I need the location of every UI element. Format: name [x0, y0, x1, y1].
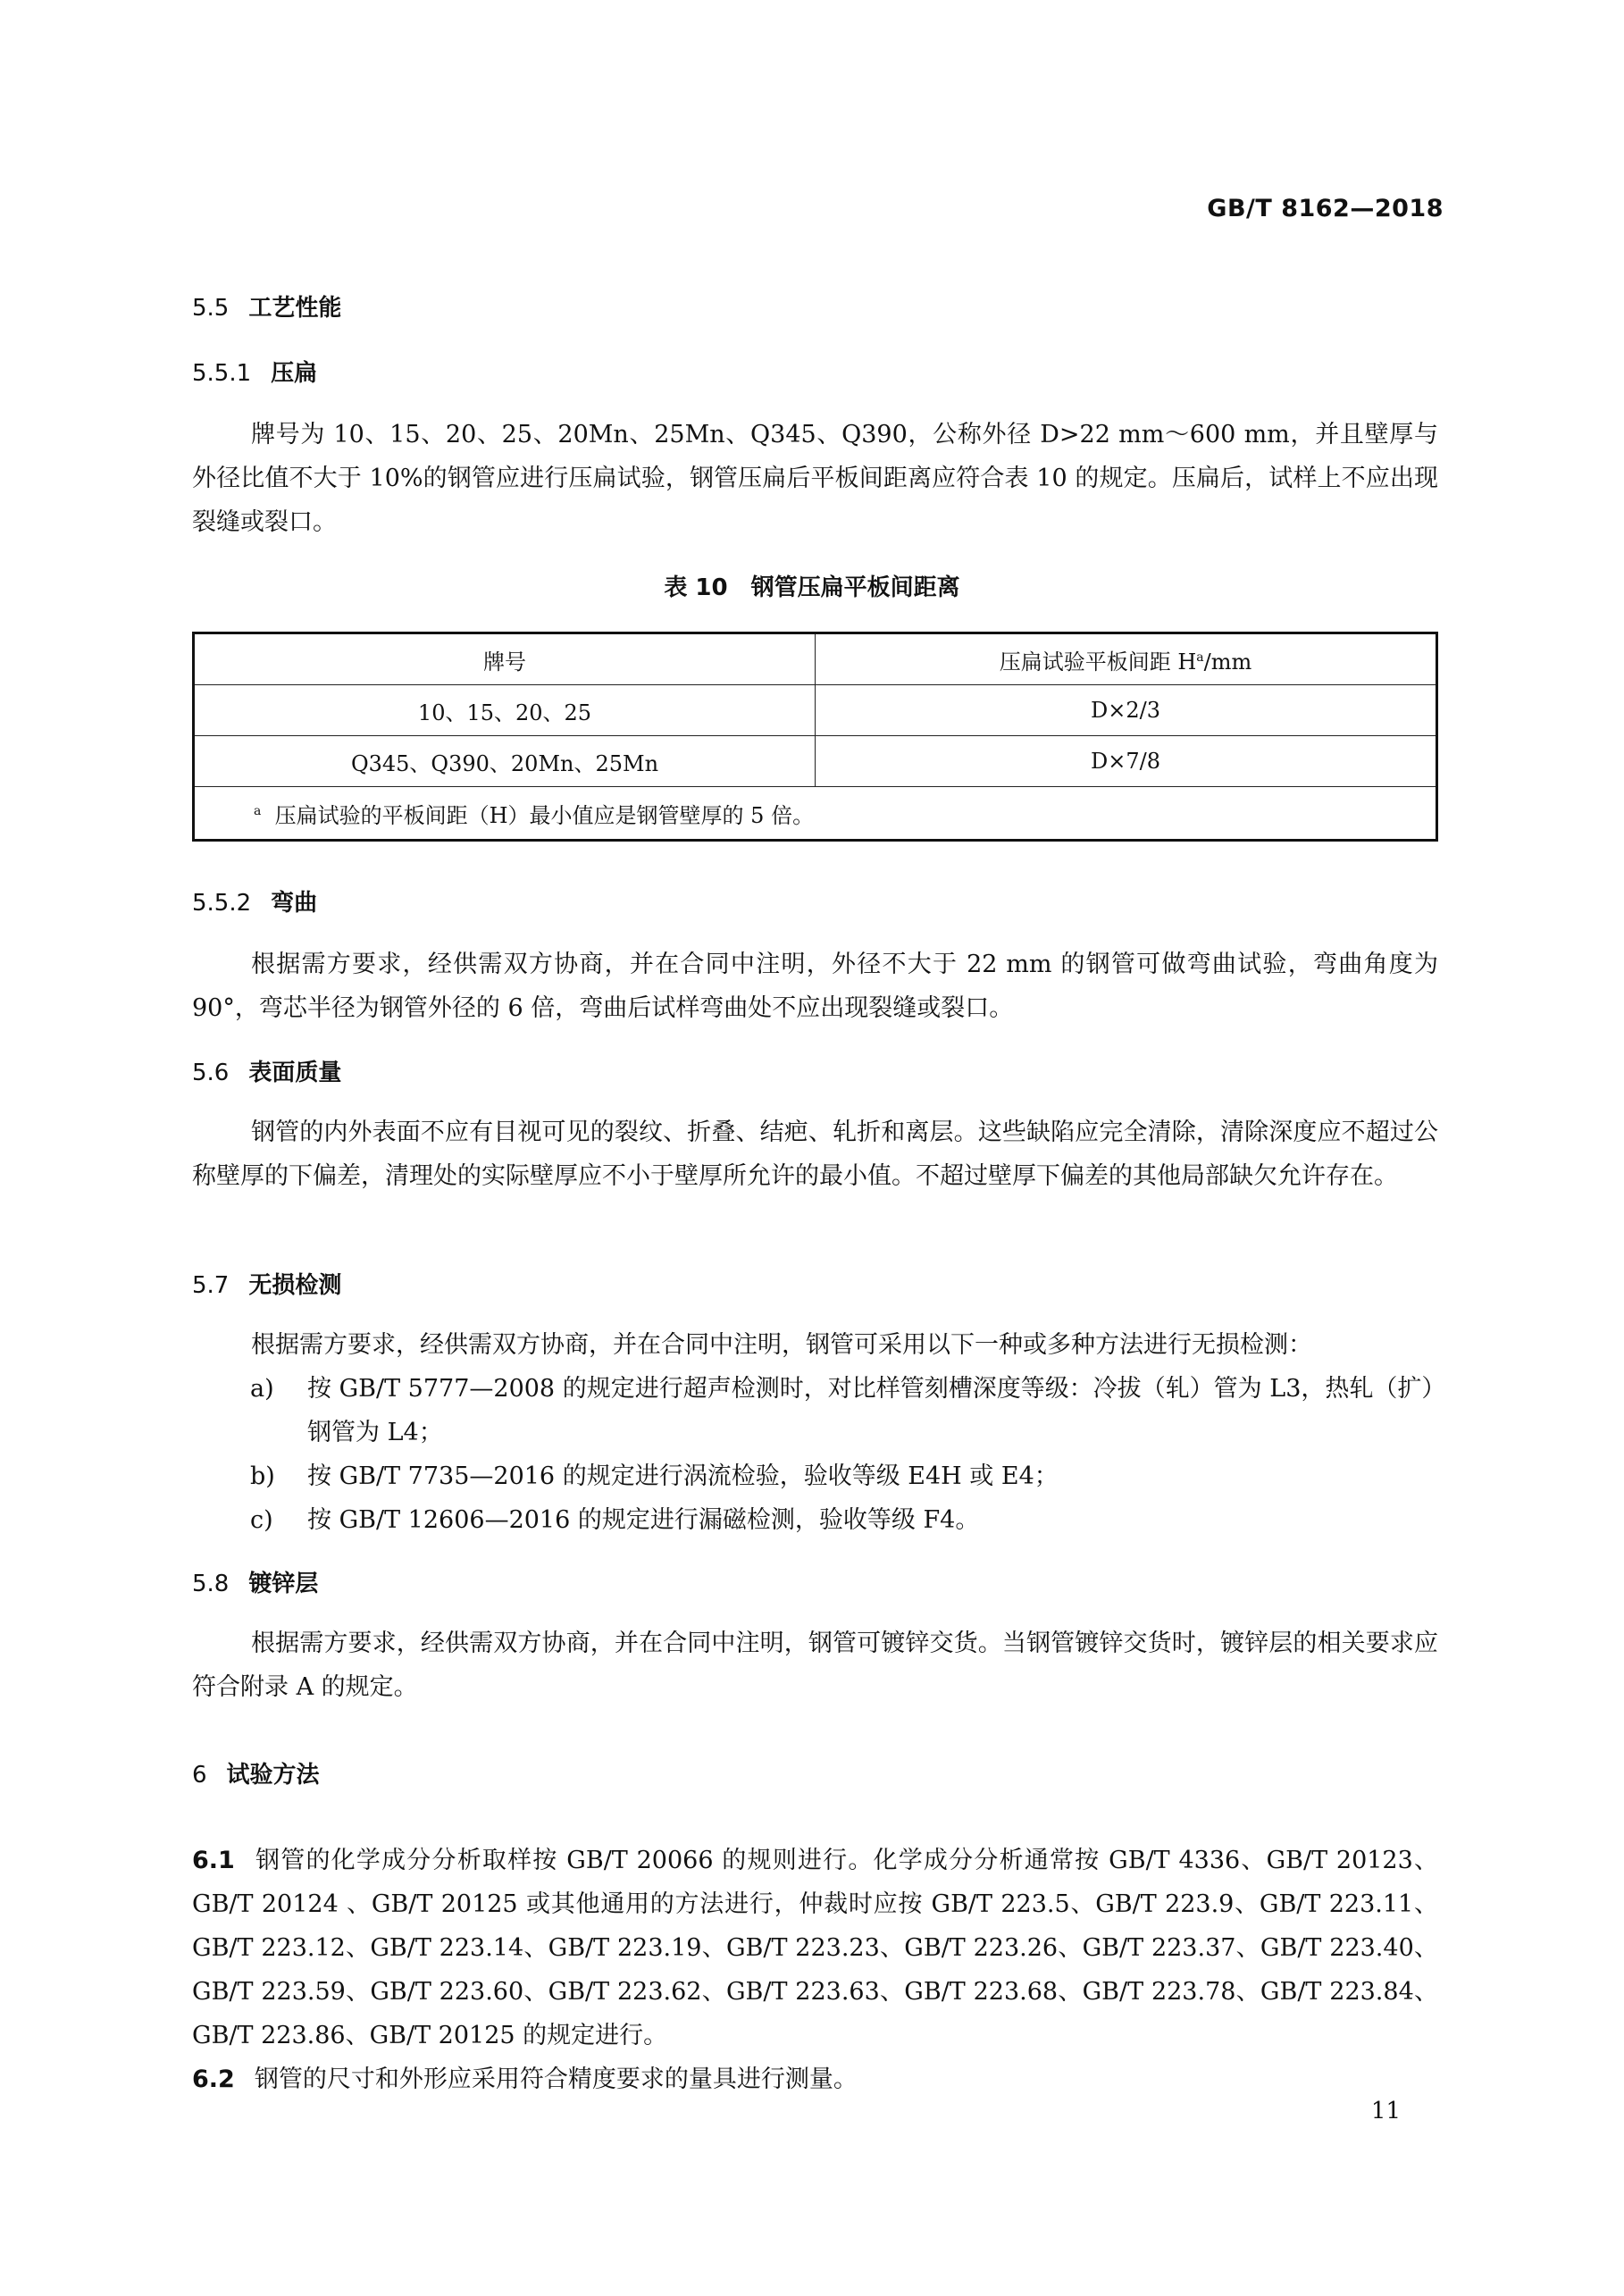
section-title: 工艺性能 — [248, 295, 342, 322]
paragraph-5-5-1: 牌号为 10、15、20、25、20Mn、25Mn、Q345、Q390，公称外径 D>22 mm～600 mm，并且壁厚与外径比值不大于 10%的钢管应进行压扁试验，钢管压扁后平板间距离应符合表 10 的规定。压扁后，试样上不应出现裂缝或裂口。 — [192, 421, 1438, 536]
paragraph-5-6: 钢管的内外表面不应有目视可见的裂纹、折叠、结疤、轧折和离层。这些缺陷应完全清除，清除深度应不超过公称壁厚的下偏差，清理处的实际壁厚应不小于壁厚所允许的最小值。不超过壁厚下偏差的其他局部缺欠允许存在。 — [192, 1119, 1438, 1190]
section-title: 镀锌层 — [248, 1571, 319, 1597]
table-10 — [192, 632, 1438, 842]
section-title: 无损检测 — [248, 1272, 342, 1299]
section-heading-5-5-1 — [192, 355, 317, 388]
list-item — [250, 1498, 1438, 1542]
section-number: 5.6 — [192, 1060, 230, 1086]
table-header-row — [194, 633, 1437, 685]
header-distance: 压扁试验平板间距 $H^a/mm$ — [816, 633, 1437, 685]
list-item — [250, 1367, 1438, 1446]
section-heading-5-6 — [192, 1054, 341, 1087]
section-heading-5-7 — [192, 1267, 341, 1300]
section-heading-5-8 — [192, 1565, 318, 1598]
footnote-marker: a — [1196, 649, 1204, 665]
section-number: 5.5 — [192, 295, 230, 322]
list-marker: c) — [250, 1506, 273, 1534]
clause-number: 6.2 — [192, 2066, 235, 2093]
table-note-row — [194, 787, 1437, 841]
section-title: 弯曲 — [271, 890, 318, 917]
footnote-marker: a — [254, 803, 262, 818]
section-heading-6 — [192, 1756, 320, 1789]
header-grade: 牌号 — [194, 633, 816, 685]
clause-text: 钢管的化学成分分析取样按 GB/T 20066 的规则进行。化学成分分析通常按 GB/T 4336、GB/T 20123、GB/T 20124 、GB/T 20125 或其他通用的方法进行，仲裁时应按 GB/T 223.5、GB/T 223.9、GB/T 223.11、GB/T 223.12、GB/T 223.14、GB/T 223.19、GB/T 223.23、GB/T 223.26、GB/T 223.37、GB/T 223.40、GB/T 223.59、GB/T 223.60、GB/T 223.62、GB/T 223.63、GB/T 223.68、GB/T 223.78、GB/T 223.84、GB/T 223.86、GB/T 20125 的规定进行。 — [192, 1847, 1438, 2049]
list-marker: a) — [250, 1375, 274, 1403]
paragraph-5-5-2: 根据需方要求，经供需双方协商，并在合同中注明，外径不大于 22 mm 的钢管可做弯曲试验，弯曲角度为 90°，弯芯半径为钢管外径的 6 倍，弯曲后试样弯曲处不应出现裂缝或裂口。 — [192, 951, 1438, 1022]
section-heading-5-5-2 — [192, 884, 317, 918]
paragraph-5-8: 根据需方要求，经供需双方协商，并在合同中注明，钢管可镀锌交货。当钢管镀锌交货时，镀锌层的相关要求应符合附录 A 的规定。 — [192, 1630, 1438, 1701]
section-title: 试验方法 — [226, 1762, 320, 1789]
standard-code: GB/T 8162—2018 — [1207, 195, 1444, 222]
clause-number: 6.1 — [192, 1847, 235, 1874]
page-number: 11 — [1370, 2098, 1401, 2124]
section-number: 5.5.2 — [192, 890, 252, 917]
cell-grade: Q345、Q390、20Mn、25Mn — [194, 736, 816, 787]
section-number: 6 — [192, 1762, 207, 1789]
cell-distance: D×7/8 — [816, 736, 1437, 787]
paragraph-5-7: 根据需方要求，经供需双方协商，并在合同中注明，钢管可采用以下一种或多种方法进行无损检测： — [251, 1331, 1312, 1359]
list-text: 按 GB/T 12606—2016 的规定进行漏磁检测，验收等级 F4。 — [307, 1506, 980, 1534]
cell-distance: D×2/3 — [816, 685, 1437, 736]
section-number: 5.5.1 — [192, 360, 252, 387]
table-title: 表 10 钢管压扁平板间距离 — [664, 574, 960, 601]
section-number: 5.8 — [192, 1571, 230, 1597]
table-row — [194, 685, 1437, 736]
table-row — [194, 736, 1437, 787]
paragraph-6-1 — [192, 1839, 1438, 2057]
table-footnote — [194, 787, 1437, 841]
clause-text: 钢管的尺寸和外形应采用符合精度要求的量具进行测量。 — [254, 2066, 858, 2093]
paragraph-6-2 — [192, 2057, 1438, 2101]
list-text: 按 GB/T 5777—2008 的规定进行超声检测时，对比样管刻槽深度等级：冷拔（轧）管为 L3，热轧（扩）钢管为 L4； — [307, 1375, 1434, 1446]
section-title: 表面质量 — [248, 1060, 342, 1086]
section-title: 压扁 — [271, 360, 318, 387]
section-number: 5.7 — [192, 1272, 230, 1299]
section-heading-5-5 — [192, 289, 341, 323]
list-text: 按 GB/T 7735—2016 的规定进行涡流检验，验收等级 E4H 或 E4； — [307, 1462, 1059, 1490]
cell-grade: 10、15、20、25 — [194, 685, 816, 736]
footnote-text: 压扁试验的平板间距（H）最小值应是钢管壁厚的 5 倍。 — [274, 802, 815, 828]
list-marker: b) — [250, 1462, 275, 1490]
list-item — [250, 1454, 1438, 1498]
